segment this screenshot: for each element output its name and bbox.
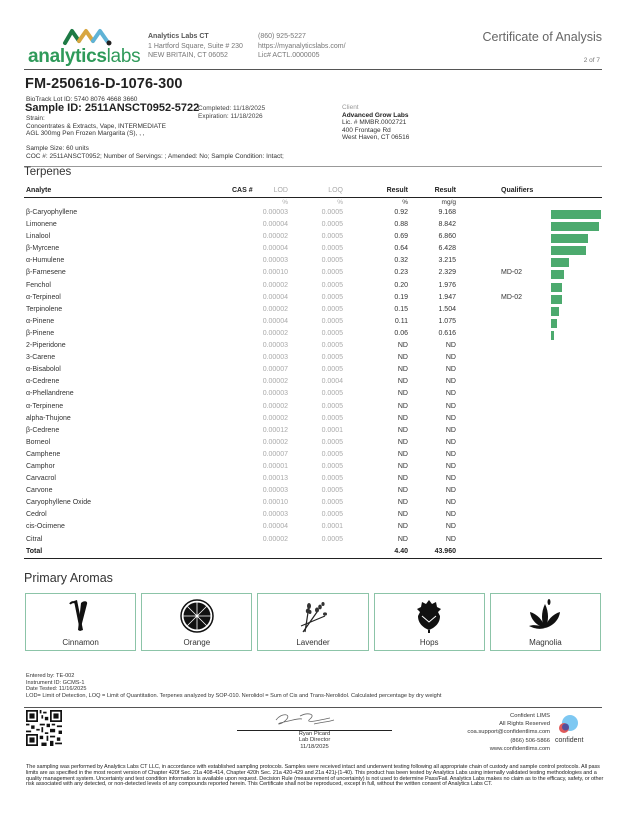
lod-value: 0.00003: [262, 511, 288, 519]
batch-id: FM-250616-D-1076-300: [25, 76, 183, 92]
lims-phone: (866) 506-5866: [510, 737, 550, 744]
analyte-name: Limonene: [26, 221, 57, 229]
analyte-name: β-Farnesene: [26, 269, 66, 277]
analyte-name: 2-Piperidone: [26, 342, 66, 350]
signer-title: Lab Director: [298, 737, 331, 744]
lims-info: [467, 712, 550, 753]
result-mg: ND: [445, 475, 456, 483]
loq-value: 0.0005: [321, 233, 343, 241]
analyte-name: Citral: [26, 535, 43, 543]
result-bar: [551, 295, 562, 304]
biotrack-lot-id: BioTrack Lot ID: 5740 8076 4668 3660: [26, 96, 138, 103]
result-bar: [551, 222, 599, 231]
lod-value: 0.00002: [262, 438, 288, 446]
result-mg: 6.860: [438, 233, 456, 241]
magnolia-icon: [527, 598, 563, 634]
lod-value: 0.00010: [262, 269, 288, 277]
table-row: [24, 305, 602, 317]
confident-logo-text: confident: [555, 737, 584, 744]
lab-contact: [258, 32, 346, 61]
result-pct: ND: [397, 402, 408, 410]
terpenes-section-title: Terpenes: [24, 166, 72, 178]
lod-value: 0.00003: [262, 257, 288, 265]
table-row: [24, 329, 602, 341]
table-row: [24, 244, 602, 256]
lod-value: 0.00012: [262, 426, 288, 434]
table-row: [24, 281, 602, 293]
result-pct: ND: [397, 366, 408, 374]
signer-name: Ryan Picard: [298, 731, 331, 737]
page-header: [24, 26, 602, 70]
table-row: [24, 438, 602, 450]
result-pct: 0.06: [394, 329, 408, 337]
analyte-name: cis-Ocimene: [26, 523, 65, 531]
result-mg: 1.976: [438, 281, 456, 289]
col-cas: CAS #: [232, 187, 253, 194]
analyte-name: Carvacrol: [26, 475, 56, 483]
sample-id: Sample ID: 2511ANSCT0952-5722: [25, 102, 200, 114]
result-pct: ND: [397, 523, 408, 531]
loq-value: 0.0005: [321, 366, 343, 374]
loq-value: 0.0005: [321, 535, 343, 543]
lod-value: 0.00002: [262, 535, 288, 543]
result-pct: 0.92: [394, 209, 408, 216]
analyte-name: Fenchol: [26, 281, 51, 289]
strain-label: Strain:: [26, 115, 45, 122]
result-bar: [551, 270, 564, 279]
analyte-name: α-Phellandrene: [26, 390, 74, 398]
result-mg: 8.842: [438, 221, 456, 229]
result-pct: 0.64: [394, 245, 408, 253]
total-pct: 4.40: [394, 547, 408, 555]
lab-address-line-1: 1 Hartford Square, Suite # 230: [148, 42, 243, 50]
aroma-card-cinnamon: [25, 593, 136, 651]
lab-name: Analytics Labs CT: [148, 33, 209, 40]
result-pct: 0.32: [394, 257, 408, 265]
result-mg: 6.428: [438, 245, 456, 253]
client-info: [342, 104, 409, 142]
table-row: [24, 268, 602, 280]
col-qualifiers: Qualifiers: [501, 187, 534, 194]
result-pct: ND: [397, 426, 408, 434]
lims-url-link[interactable]: www.confidentlims.com: [489, 745, 550, 752]
result-pct: ND: [397, 414, 408, 422]
analyte-name: α-Terpinene: [26, 402, 64, 410]
loq-value: 0.0005: [321, 293, 343, 301]
result-mg: 2.329: [438, 269, 456, 277]
col-lod: LOD: [273, 187, 288, 194]
aroma-label: Orange: [183, 638, 211, 647]
lab-url-link[interactable]: https://myanalyticslabs.com/: [258, 42, 346, 50]
col-loq: LOQ: [328, 187, 343, 194]
terpenes-table: [24, 186, 602, 559]
unit-result-mg: mg/g: [441, 199, 456, 206]
result-pct: 0.20: [394, 281, 408, 289]
sample-dates: [198, 105, 265, 121]
aroma-card-magnolia: [490, 593, 601, 651]
result-mg: ND: [445, 523, 456, 531]
result-mg: ND: [445, 462, 456, 470]
loq-value: 0.0005: [321, 305, 343, 313]
legend-note: LOD= Limit of Detection, LOQ = Limit of Quantitation. Terpenes analyzed by SOP-010. Nerolidol = Sum of Cis and Trans-Nerolidol. Calculated percentage by dry weight: [26, 692, 442, 699]
lab-license: Lic# ACTL.0000005: [258, 52, 320, 59]
result-mg: ND: [445, 390, 456, 398]
analyte-name: β-Myrcene: [26, 245, 60, 253]
lod-value: 0.00002: [262, 329, 288, 337]
client-license: Lic. # MMBR.0002721: [342, 119, 407, 127]
unit-lod: %: [282, 199, 288, 206]
aroma-label: Hops: [419, 638, 439, 647]
total-label: Total: [26, 547, 43, 555]
total-mg: 43.960: [434, 547, 456, 555]
entered-by: Entered by: TE-002: [26, 673, 75, 679]
orange-slice-icon: [179, 598, 215, 634]
test-notes: [26, 673, 602, 699]
lod-value: 0.00003: [262, 354, 288, 362]
client-label: Client: [342, 104, 359, 111]
lod-value: 0.00003: [262, 209, 288, 216]
loq-value: 0.0005: [321, 257, 343, 265]
page-indicator: 2 of 7: [583, 57, 600, 64]
loq-value: 0.0005: [321, 209, 343, 216]
lod-value: 0.00003: [262, 342, 288, 350]
qualifier: MD-02: [501, 293, 523, 301]
result-pct: ND: [397, 511, 408, 519]
result-pct: 0.19: [394, 293, 408, 301]
total-row: [24, 547, 602, 559]
loq-value: 0.0005: [321, 402, 343, 410]
result-mg: 3.215: [438, 257, 456, 265]
table-row: [24, 486, 602, 498]
loq-value: 0.0005: [321, 450, 343, 458]
loq-value: 0.0005: [321, 390, 343, 398]
table-row: [24, 317, 602, 329]
result-mg: 0.616: [438, 329, 456, 337]
result-pct: ND: [397, 390, 408, 398]
lod-value: 0.00004: [262, 523, 288, 531]
table-row: [24, 450, 602, 462]
analyte-name: β-Pinene: [26, 329, 55, 337]
loq-value: 0.0005: [321, 269, 343, 277]
analyte-name: Linalool: [26, 233, 51, 241]
cinnamon-icon: [66, 598, 96, 634]
result-bar: [551, 283, 562, 292]
aroma-label: Cinnamon: [62, 638, 99, 647]
analyte-name: Borneol: [26, 438, 51, 446]
analyte-name: Terpinolene: [26, 305, 63, 313]
result-mg: ND: [445, 450, 456, 458]
table-row: [24, 522, 602, 534]
hops-icon: [414, 598, 444, 634]
lod-value: 0.00001: [262, 462, 288, 470]
loq-value: 0.0005: [321, 329, 343, 337]
logo-text-bold: analytics: [28, 46, 107, 67]
confident-logo-icon: [556, 714, 580, 736]
result-pct: 0.15: [394, 305, 408, 313]
loq-value: 0.0005: [321, 499, 343, 507]
result-mg: ND: [445, 535, 456, 543]
aromas-section-title: Primary Aromas: [24, 571, 113, 585]
lod-value: 0.00013: [262, 475, 288, 483]
col-result-mg: Result: [434, 187, 456, 194]
result-bar: [551, 234, 588, 243]
lab-address: [148, 32, 243, 61]
aroma-label: Lavender: [296, 638, 330, 647]
loq-value: 0.0001: [321, 426, 343, 434]
table-row: [24, 498, 602, 510]
analyte-name: α-Bisabolol: [26, 366, 61, 374]
result-mg: ND: [445, 366, 456, 374]
lod-value: 0.00007: [262, 366, 288, 374]
client-address-1: 400 Frontage Rd: [342, 126, 391, 134]
completed-date: Completed: 11/18/2025: [198, 105, 266, 112]
result-mg: ND: [445, 378, 456, 386]
logo-wave-icon: [62, 26, 114, 46]
result-mg: ND: [445, 426, 456, 434]
divider: [24, 166, 602, 167]
lavender-icon: [295, 598, 331, 634]
lims-email-link[interactable]: coa.support@confidentlims.com: [467, 729, 550, 736]
loq-value: 0.0005: [321, 511, 343, 519]
table-row: [24, 462, 602, 474]
analyte-name: α-Cedrene: [26, 378, 60, 386]
table-row: [24, 341, 602, 353]
qualifier: MD-02: [501, 269, 523, 277]
expiration-date: Expiration: 11/18/2026: [198, 113, 263, 120]
result-mg: ND: [445, 499, 456, 507]
table-row: [24, 365, 602, 377]
table-row: [24, 414, 602, 426]
loq-value: 0.0005: [321, 221, 343, 229]
product-name: AGL 300mg Pen Frozen Margarita (S), , ,: [26, 130, 145, 137]
analyte-name: β-Caryophyllene: [26, 209, 78, 216]
client-address-2: West Haven, CT 06516: [342, 134, 410, 142]
table-row: [24, 402, 602, 414]
lod-value: 0.00002: [262, 402, 288, 410]
signed-date: 11/18/2025: [300, 743, 329, 750]
result-pct: 0.23: [394, 269, 408, 277]
result-mg: ND: [445, 487, 456, 495]
result-mg: 9.168: [438, 209, 456, 216]
lod-value: 0.00002: [262, 378, 288, 386]
coc-line: COC #: 2511ANSCT0952; Number of Servings: ; Amended: No; Sample Condition: Intact;: [26, 152, 284, 160]
lod-value: 0.00004: [262, 317, 288, 325]
loq-value: 0.0005: [321, 342, 343, 350]
table-row: [24, 293, 602, 305]
table-header: [24, 186, 602, 198]
logo-text-light: labs: [106, 46, 141, 67]
sample-size: Sample Size: 60 units: [26, 145, 89, 152]
result-mg: 1.504: [438, 305, 456, 313]
instrument-id: Instrument ID: GCMS-1: [26, 679, 85, 686]
lod-value: 0.00002: [262, 305, 288, 313]
result-pct: ND: [397, 475, 408, 483]
product-category: Concentrates & Extracts, Vape, INTERMEDIATE: [26, 122, 166, 130]
unit-result-pct: %: [402, 199, 408, 206]
table-row: [24, 377, 602, 389]
lims-name: Confident LIMS: [510, 713, 550, 719]
strain-info: [26, 115, 166, 138]
table-row: [24, 353, 602, 365]
analyte-name: α-Pinene: [26, 317, 55, 325]
loq-value: 0.0005: [321, 475, 343, 483]
unit-loq: %: [337, 199, 343, 206]
aroma-label: Magnolia: [529, 638, 562, 647]
aroma-card-orange: [141, 593, 252, 651]
analyte-name: Camphor: [26, 462, 55, 470]
loq-value: 0.0005: [321, 438, 343, 446]
loq-value: 0.0005: [321, 354, 343, 362]
result-bar: [551, 246, 586, 255]
result-pct: 0.69: [394, 233, 408, 241]
result-mg: ND: [445, 414, 456, 422]
result-mg: ND: [445, 402, 456, 410]
lod-value: 0.00002: [262, 233, 288, 241]
result-mg: ND: [445, 438, 456, 446]
result-pct: ND: [397, 487, 408, 495]
lims-rights: All Rights Reserved: [499, 721, 550, 728]
table-row: [24, 535, 602, 547]
result-pct: ND: [397, 462, 408, 470]
loq-value: 0.0005: [321, 245, 343, 253]
analyte-name: β-Cedrene: [26, 426, 60, 434]
aroma-card-lavender: [257, 593, 368, 651]
result-bar: [551, 319, 557, 328]
lab-address-line-2: NEW BRITAIN, CT 06052: [148, 52, 228, 59]
table-row: [24, 426, 602, 438]
sample-size-info: [26, 145, 284, 160]
lod-value: 0.00004: [262, 293, 288, 301]
result-pct: ND: [397, 342, 408, 350]
loq-value: 0.0005: [321, 487, 343, 495]
lab-phone: (860) 925-5227: [258, 33, 306, 40]
result-pct: 0.11: [394, 317, 408, 325]
loq-value: 0.0001: [321, 523, 343, 531]
analytics-labs-logo: [28, 26, 141, 68]
loq-value: 0.0005: [321, 414, 343, 422]
table-row: [24, 220, 602, 232]
qr-code[interactable]: [26, 710, 62, 746]
result-mg: 1.075: [438, 317, 456, 325]
client-name: Advanced Grow Labs: [342, 111, 409, 119]
disclaimer: The sampling was performed by Analytics Labs CT LLC, in accordance with established sampling protocols. Samples were received intact and underwent testing following all appropriate chain of custody and sample control protocols. All pass limits are as specified in the most recent version of Chapter 420f Sec. 21a 408-414, Chapter 420h Sec. 21a 420-429 and 21a 421j-(1-40). This product has been tested by Analytics Labs using internally validated testing methodologies and a quality management system. Uncertainty and test condition information is available upon request. Decision Rule (measurement of uncertainty) is not used to determine Pass/Fail. Analytics Labs makes no claim as to the efficacy, safety, or other risk associated with any detected, or non-detected levels of any compounds reported herein. This Certificate shall not be reproduced, except in full, without the written consent of Analytics Labs CT.: [26, 764, 604, 788]
analyte-name: Cedrol: [26, 511, 47, 519]
lod-value: 0.00002: [262, 281, 288, 289]
lod-value: 0.00010: [262, 499, 288, 507]
col-result-pct: Result: [386, 187, 408, 194]
table-body: [24, 208, 602, 547]
lod-value: 0.00007: [262, 450, 288, 458]
result-bar: [551, 258, 569, 267]
loq-value: 0.0004: [321, 378, 343, 386]
lod-value: 0.00003: [262, 390, 288, 398]
analyte-name: 3-Carene: [26, 354, 56, 362]
result-bar: [551, 331, 554, 340]
aromas-list: [25, 593, 601, 651]
table-row: [24, 256, 602, 268]
signer-info: [237, 731, 392, 750]
loq-value: 0.0005: [321, 462, 343, 470]
lod-value: 0.00002: [262, 414, 288, 422]
table-row: [24, 208, 602, 220]
lod-value: 0.00004: [262, 221, 288, 229]
units-row: [24, 198, 602, 208]
analyte-name: Carvone: [26, 487, 53, 495]
table-row: [24, 232, 602, 244]
result-pct: ND: [397, 499, 408, 507]
analyte-name: Caryophyllene Oxide: [26, 499, 91, 507]
analyte-name: α-Terpineol: [26, 293, 61, 301]
aroma-card-hops: [374, 593, 485, 651]
analyte-name: alpha-Thujone: [26, 414, 71, 422]
result-pct: ND: [397, 450, 408, 458]
analyte-name: Camphene: [26, 450, 61, 458]
result-bar: [551, 307, 559, 316]
table-row: [24, 510, 602, 522]
signature-image: [270, 710, 340, 730]
document-title: Certificate of Analysis: [482, 30, 602, 44]
loq-value: 0.0005: [321, 317, 343, 325]
result-bar: [551, 210, 601, 219]
analyte-name: α-Humulene: [26, 257, 65, 265]
result-mg: ND: [445, 342, 456, 350]
result-pct: 0.88: [394, 221, 408, 229]
divider: [24, 707, 602, 708]
lod-value: 0.00004: [262, 245, 288, 253]
lod-value: 0.00003: [262, 487, 288, 495]
result-mg: ND: [445, 511, 456, 519]
result-pct: ND: [397, 438, 408, 446]
table-row: [24, 474, 602, 486]
col-analyte: Analyte: [26, 187, 52, 194]
date-tested: Date Tested: 11/16/2025: [26, 686, 87, 693]
loq-value: 0.0005: [321, 281, 343, 289]
result-pct: ND: [397, 535, 408, 543]
result-mg: 1.947: [438, 293, 456, 301]
result-pct: ND: [397, 354, 408, 362]
result-mg: ND: [445, 354, 456, 362]
table-row: [24, 389, 602, 401]
result-pct: ND: [397, 378, 408, 386]
